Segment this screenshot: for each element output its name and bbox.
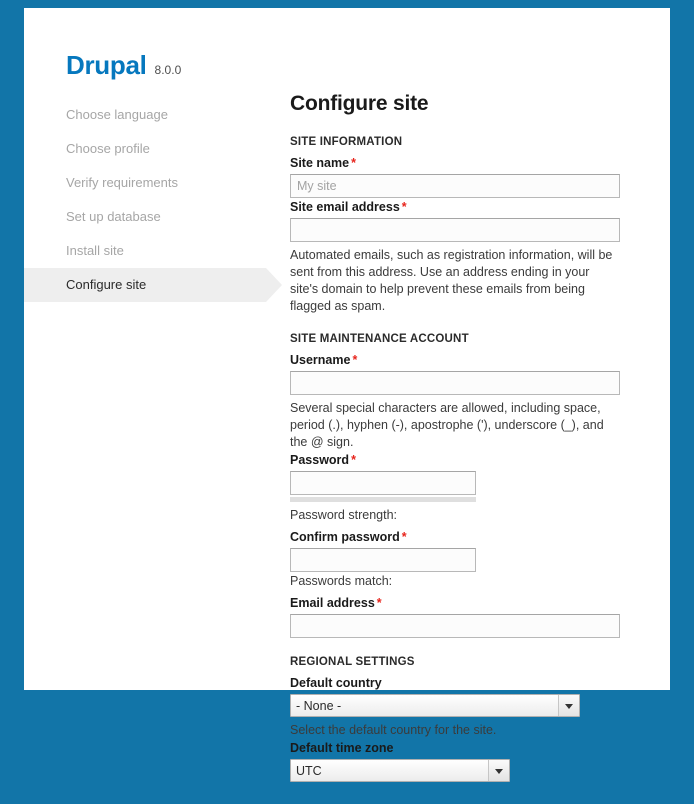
page-title: Configure site <box>290 92 429 115</box>
section-heading-regional-settings: REGIONAL SETTINGS <box>290 656 415 668</box>
sidebar-item-verify-requirements <box>24 166 266 200</box>
password-label-text: Password <box>290 453 350 467</box>
username-input[interactable] <box>290 371 620 395</box>
default-time-zone-label <box>290 741 630 755</box>
step-label: Set up database <box>66 209 161 224</box>
step-label: Configure site <box>66 277 147 292</box>
username-label <box>290 353 630 367</box>
confirm-password-label-text: Confirm password <box>290 530 400 544</box>
section-heading-site-maintenance-account: SITE MAINTENANCE ACCOUNT <box>290 333 469 345</box>
default-country-select-wrapper <box>290 694 580 717</box>
password-strength-label: Password strength: <box>290 508 397 522</box>
required-marker: * <box>351 156 356 170</box>
username-description: Several special characters are allowed, including space, period (.), hyphen (-), apostrophe ('), underscore (_), and the @ sign. <box>290 401 604 449</box>
default-time-zone-select[interactable] <box>290 759 510 782</box>
site-email-label <box>290 200 630 214</box>
site-branding <box>66 50 181 81</box>
required-marker: * <box>376 596 382 610</box>
step-label: Choose language <box>66 107 168 122</box>
passwords-match-label: Passwords match: <box>290 574 393 588</box>
site-email-input[interactable] <box>290 218 620 242</box>
default-time-zone-select-wrapper <box>290 759 510 782</box>
email-address-label-text: Email address <box>290 596 375 610</box>
password-label <box>290 453 630 467</box>
step-label: Install site <box>66 243 124 258</box>
step-label: Verify requirements <box>66 175 178 190</box>
site-email-label-text: Site email address <box>290 200 400 214</box>
section-heading-site-information: SITE INFORMATION <box>290 136 403 148</box>
site-name-input[interactable] <box>290 174 620 198</box>
sidebar-item-set-up-database <box>24 200 266 234</box>
main-content <box>266 92 670 755</box>
required-marker: * <box>401 200 407 214</box>
step-label: Choose profile <box>66 141 150 156</box>
required-marker: * <box>401 530 407 544</box>
password-input[interactable] <box>290 471 476 495</box>
site-email-description: Automated emails, such as registration information, will be sent from this address. Use an address ending in your site's domain to help prevent these emails from being flagged as spam. <box>290 248 613 313</box>
required-marker: * <box>351 453 356 467</box>
default-country-select[interactable] <box>290 694 580 717</box>
email-address-input[interactable] <box>290 614 620 638</box>
default-time-zone-label-text: Default time zone <box>290 741 394 755</box>
sidebar-item-configure-site <box>24 268 266 302</box>
sidebar-item-choose-profile <box>24 132 266 166</box>
sidebar-item-install-site <box>24 234 266 268</box>
password-strength-bar <box>290 497 476 502</box>
default-country-label <box>290 676 630 690</box>
drupal-logo-text: Drupal <box>66 50 147 80</box>
default-country-label-text: Default country <box>290 676 382 690</box>
email-address-label <box>290 596 630 610</box>
installer-layout <box>24 92 670 755</box>
confirm-password-input[interactable] <box>290 548 476 572</box>
username-label-text: Username <box>290 353 351 367</box>
installer-page <box>24 8 670 755</box>
drupal-version: 8.0.0 <box>154 63 182 77</box>
default-country-description: Select the default country for the site. <box>290 723 497 737</box>
required-marker: * <box>352 353 358 367</box>
content-bottom-spacer <box>290 784 630 804</box>
confirm-password-label <box>290 530 630 544</box>
site-name-label <box>290 156 630 170</box>
sidebar-item-choose-language <box>24 98 266 132</box>
install-task-list <box>24 92 266 690</box>
site-name-label-text: Site name <box>290 156 350 170</box>
